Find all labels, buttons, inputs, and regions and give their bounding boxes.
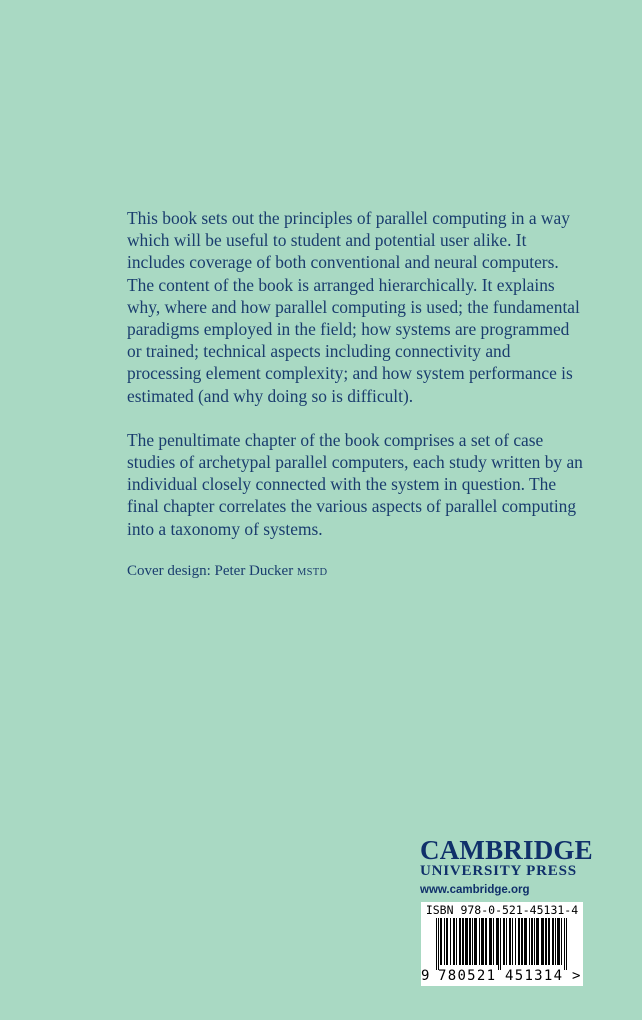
cover-credit-label: Cover design: Peter Ducker (127, 563, 294, 579)
cover-credit (127, 563, 327, 580)
back-cover-blurb (127, 207, 587, 562)
ean-right-digits: 451314 (505, 968, 564, 984)
publisher-name: CAMBRIDGE (420, 835, 593, 865)
publisher-logo (420, 835, 593, 896)
ean-end-mark: > (572, 968, 581, 984)
cover-credit-role: MSTD (296, 567, 328, 578)
publisher-url: www.cambridge.org (420, 884, 530, 896)
blurb-paragraph-2: The penultimate chapter of the book comprises a set of case studies of archetypal parallel computers, each study written by an individual closely connected with the system in question. The final chapter correlates the various aspects of parallel computing into a taxonomy of systems. (127, 429, 583, 539)
isbn-label: ISBN 978-0-521-45131-4 (425, 903, 579, 917)
publisher-subtitle: UNIVERSITY PRESS (420, 863, 577, 879)
barcode (421, 902, 583, 986)
ean-first-digit: 9 (421, 968, 430, 984)
ean-left-digits: 780521 (438, 968, 497, 984)
blurb-paragraph-1: This book sets out the principles of parallel computing in a way which will be useful to student and potential user alike. It includes coverage of both conventional and neural computers. The content of the book is arranged hierarchically. It explains why, where and how parallel computing is used; the fundamental paradigms employed in the field; how systems are programmed or trained; technical aspects including connectivity and processing element complexity; and how system performance is estimated (and why doing so is difficult). (127, 208, 580, 406)
barcode-bars (428, 918, 576, 970)
